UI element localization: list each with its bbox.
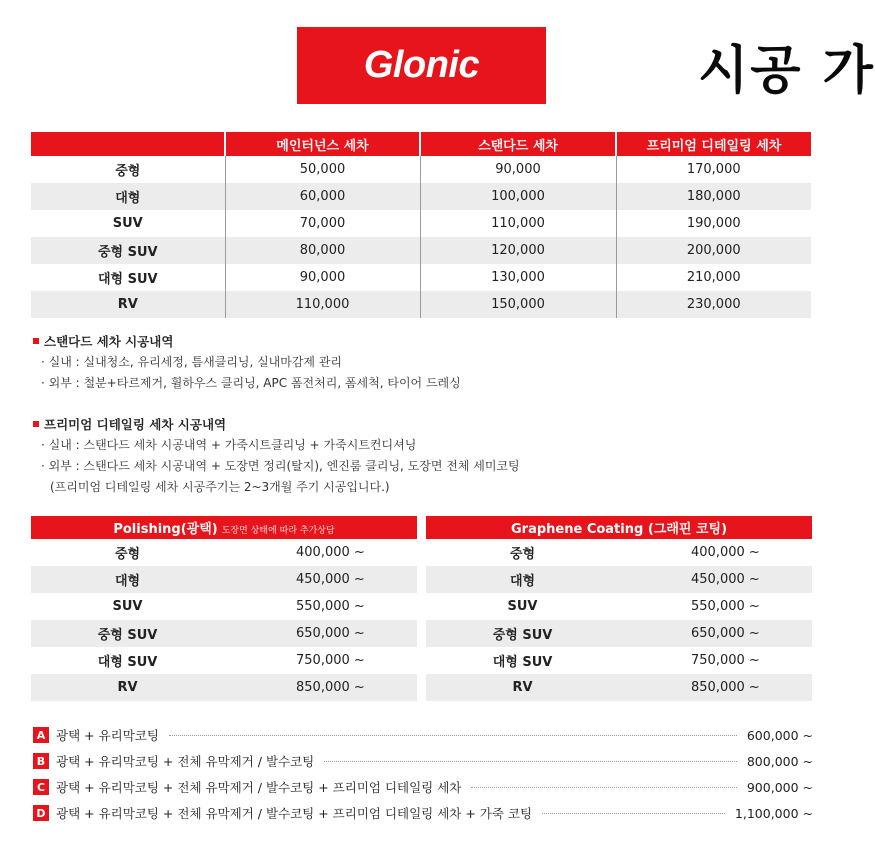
dotted-leader [471, 787, 736, 788]
premium-detail-interior: · 실내 : 스탠다드 세차 시공내역 + 가죽시트클리닝 + 가죽시트컨디셔닝 [41, 438, 417, 452]
package-price: 800,000 ~ [746, 753, 813, 769]
header-standard-wash: 스탠다드 세차 [420, 132, 616, 156]
price-cell: 850,000 ~ [619, 674, 812, 701]
premium-detail-note: (프리미엄 디테일링 세차 시공주기는 2~3개월 주기 시공입니다.) [50, 480, 390, 494]
table-row [31, 593, 417, 620]
package-description: 광택 + 유리막코팅 + 전체 유막제거 / 발수코팅 + 프리미엄 디테일링 세차 [56, 780, 462, 795]
polishing-title: Polishing(광택) [113, 522, 218, 537]
table-row [426, 566, 812, 593]
table-row [31, 539, 417, 566]
price-cell: 80,000 [225, 237, 420, 264]
polishing-subtitle: 도장면 상태에 따라 추가상담 [221, 526, 335, 536]
price-cell: 90,000 [225, 264, 420, 291]
package-price: 600,000 ~ [746, 727, 813, 743]
package-letter-badge: C [33, 779, 49, 795]
row-label: 대형 SUV [492, 655, 553, 670]
bullet-square-icon [33, 421, 39, 427]
dotted-leader [324, 761, 737, 762]
table-row [426, 620, 812, 647]
price-cell: 110,000 [225, 291, 420, 318]
graphene-header: Graphene Coating (그래핀 코팅) [426, 516, 812, 539]
package-letter-badge: A [33, 727, 49, 743]
price-cell: 90,000 [420, 156, 616, 183]
price-cell: 150,000 [420, 291, 616, 318]
row-label: RV [31, 291, 225, 318]
table-row [426, 593, 812, 620]
premium-details-title-text: 프리미엄 디테일링 세차 시공내역 [44, 417, 227, 432]
price-cell: 110,000 [420, 210, 616, 237]
price-cell: 200,000 [616, 237, 811, 264]
header-maintenance-wash: 메인터넌스 세차 [225, 132, 420, 156]
package-description: 광택 + 유리막코팅 [56, 728, 159, 743]
package-price: 900,000 ~ [746, 779, 813, 795]
table-row [426, 674, 812, 701]
price-cell: 70,000 [225, 210, 420, 237]
row-label: 대형 [31, 183, 225, 210]
row-label: RV [426, 674, 619, 701]
package-list [33, 722, 813, 826]
row-label: 대형 [31, 566, 224, 593]
table-row [31, 620, 417, 647]
header-premium-detailing: 프리미엄 디테일링 세차 [616, 132, 811, 156]
dotted-leader [542, 813, 725, 814]
page-title: 시공 가 [698, 41, 875, 101]
package-item-d [33, 800, 813, 826]
service-details [31, 330, 811, 498]
price-cell: 650,000 ~ [619, 620, 812, 647]
package-letter-badge: B [33, 753, 49, 769]
standard-detail-exterior: · 외부 : 철분+타르제거, 휠하우스 클리닝, APC 폼전처리, 폼세척, 타이어 드레싱 [41, 376, 461, 390]
package-price: 1,100,000 ~ [734, 805, 813, 821]
table-row [31, 264, 811, 291]
price-cell: 450,000 ~ [224, 566, 417, 593]
row-label: SUV [31, 210, 225, 237]
standard-details-title [31, 330, 811, 352]
package-item-c [33, 774, 813, 800]
row-label: 중형 SUV [426, 620, 619, 647]
price-cell: 400,000 ~ [691, 545, 760, 560]
package-description: 광택 + 유리막코팅 + 전체 유막제거 / 발수코팅 [56, 754, 315, 769]
polishing-price-table [31, 516, 417, 701]
package-letter-badge: D [33, 805, 49, 821]
price-cell: 170,000 [686, 162, 741, 177]
table-row [426, 539, 812, 566]
table-row [31, 647, 417, 674]
row-label: 중형 SUV [31, 237, 225, 264]
table-row [31, 210, 811, 237]
standard-detail-interior: · 실내 : 실내청소, 유리세정, 틈새클리닝, 실내마감제 관리 [41, 355, 343, 369]
row-label: 대형 SUV [31, 264, 225, 291]
row-label: 중형 [509, 547, 536, 562]
price-cell: 450,000 ~ [619, 566, 812, 593]
price-cell: 750,000 ~ [296, 653, 365, 668]
package-item-b [33, 748, 813, 774]
price-cell: 60,000 [225, 183, 420, 210]
price-cell: 550,000 ~ [691, 599, 760, 614]
price-cell: 100,000 [420, 183, 616, 210]
graphene-header-row [426, 516, 812, 539]
row-label: 대형 SUV [97, 655, 158, 670]
dotted-leader [169, 735, 737, 736]
row-label: 대형 [426, 566, 619, 593]
row-label: 중형 SUV [31, 620, 224, 647]
price-cell: 210,000 [686, 270, 741, 285]
price-cell: 850,000 ~ [224, 674, 417, 701]
row-label: 중형 [31, 156, 225, 183]
row-label: SUV [507, 599, 538, 614]
brand-logo-text: Glonic [363, 44, 480, 86]
wash-price-header-row [31, 132, 811, 156]
price-cell: 550,000 ~ [296, 599, 365, 614]
price-cell: 50,000 [225, 156, 420, 183]
graphene-price-table [426, 516, 812, 701]
row-label: 중형 [114, 547, 141, 562]
package-item-a [33, 722, 813, 748]
polishing-header-row [31, 516, 417, 539]
table-row [31, 156, 811, 183]
table-row [31, 674, 417, 701]
table-row [31, 566, 417, 593]
table-row [31, 183, 811, 210]
premium-detail-exterior: · 외부 : 스탠다드 세차 시공내역 + 도장면 정리(탈지), 엔진룸 클리닝, 도장면 전체 세미코팅 [41, 459, 520, 473]
polishing-header [31, 516, 417, 539]
price-cell: 650,000 ~ [224, 620, 417, 647]
row-label: RV [31, 674, 224, 701]
price-cell: 750,000 ~ [691, 653, 760, 668]
price-cell: 400,000 ~ [296, 545, 365, 560]
price-cell: 230,000 [616, 291, 811, 318]
premium-details-title [31, 413, 811, 435]
brand-logo [297, 27, 546, 104]
price-cell: 190,000 [686, 216, 741, 231]
row-label: SUV [112, 599, 143, 614]
standard-details-title-text: 스탠다드 세차 시공내역 [44, 334, 174, 349]
table-row [426, 647, 812, 674]
table-row [31, 291, 811, 318]
wash-price-table [31, 132, 811, 318]
table-row [31, 237, 811, 264]
header-empty-cell [31, 132, 225, 156]
price-cell: 120,000 [420, 237, 616, 264]
bullet-square-icon [33, 338, 39, 344]
price-cell: 130,000 [420, 264, 616, 291]
price-cell: 180,000 [616, 183, 811, 210]
package-description: 광택 + 유리막코팅 + 전체 유막제거 / 발수코팅 + 프리미엄 디테일링 세차 + 가죽 코팅 [56, 806, 533, 821]
